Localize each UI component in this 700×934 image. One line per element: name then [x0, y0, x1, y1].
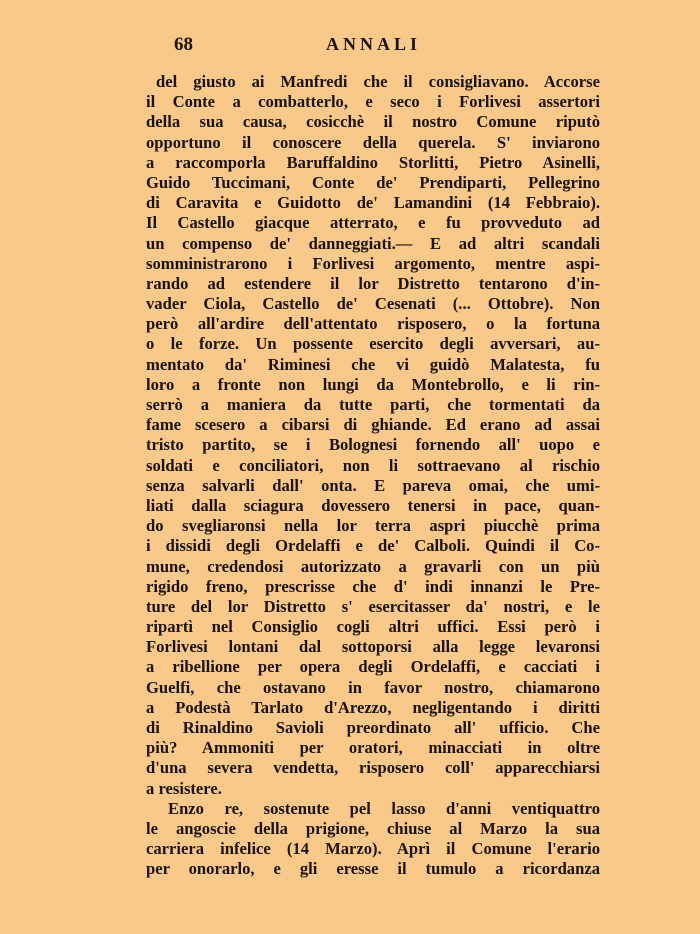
text-line: ripartì nel Consiglio cogli altri uffici. Essi però i — [146, 617, 600, 637]
text-line: a ribellione per opera degli Ordelaffi, e cacciati i — [146, 657, 600, 677]
text-line: liati dalla sciagura dovessero tenersi in pace, quan- — [146, 495, 600, 515]
text-line: ture del lor Distretto s' esercitasser da' nostri, e le — [146, 596, 600, 616]
text-line: mune, credendosi autorizzato a gravarli con un più — [146, 556, 600, 576]
text-line: un compenso de' danneggiati.— E ad altri scandali — [146, 233, 600, 253]
text-line: Forlivesi lontani dal sottoporsi alla legge levaronsi — [146, 637, 600, 657]
text-line: carriera infelice (14 Marzo). Aprì il Comune l'erario — [146, 839, 600, 859]
text-line: senza salvarli dall' onta. E pareva omai, che umi- — [146, 475, 600, 495]
text-line: del giusto ai Manfredi che il consigliavano. Accorse — [156, 72, 600, 91]
text-line: però all'ardire dell'attentato risposero, o la fortuna — [146, 314, 600, 334]
text-line: i dissidi degli Ordelaffi e de' Calboli. Quindi il Co- — [146, 536, 600, 556]
text-line: della sua causa, cosicchè il nostro Comune riputò — [146, 112, 600, 132]
text-line: rigido freno, prescrisse che d' indi innanzi le Pre- — [146, 576, 600, 596]
page-number: 68 — [174, 34, 193, 55]
text-line: a Podestà Tarlato d'Arezzo, negligentando i diritti — [146, 697, 600, 717]
text-line: le angoscie della prigione, chiuse al Marzo la sua — [146, 818, 600, 838]
text-line: fame scesero a cibarsi di ghiande. Ed erano ad assai — [146, 415, 600, 435]
text-line: di Rinaldino Savioli preordinato all' ufficio. Che — [146, 718, 600, 737]
text-line: serrò a maniera da tutte parti, che tormentati da — [146, 395, 600, 414]
text-line: a resistere. — [146, 778, 222, 798]
text-line: per onorarlo, e gli eresse il tumulo a ricordanza — [146, 859, 600, 879]
body-text — [146, 72, 600, 880]
text-line: Guelfi, che ostavano in favor nostro, chiamarono — [146, 677, 600, 697]
text-line: opportuno il conoscere della querela. S' inviarono — [146, 132, 600, 152]
text-line: Enzo re, sostenute pel lasso d'anni ventiquattro — [168, 798, 600, 818]
text-line: loro a fronte non lungi da Montebrollo, e li rin- — [146, 374, 600, 394]
text-line: do svegliaronsi nella lor terra aspri piucchè prima — [146, 516, 600, 536]
text-line: somministrarono i Forlivesi argomento, mentre aspi- — [146, 253, 600, 273]
text-line: Guido Tuccimani, Conte de' Prendiparti, Pellegrino — [146, 172, 600, 192]
text-line: di Caravita e Guidotto de' Lamandini (14 Febbraio). — [146, 193, 600, 213]
text-line: il Conte a combatterlo, e seco i Forlivesi assertori — [146, 92, 600, 112]
text-line: tristo partito, se i Bolognesi fornendo all' uopo e — [146, 435, 600, 455]
text-line: mentato da' Riminesi che vi guidò Malatesta, fu — [146, 354, 600, 374]
text-line: o le forze. Un possente esercito degli avversari, au- — [146, 334, 600, 354]
page-header — [170, 34, 590, 60]
text-line: a raccomporla Baruffaldino Storlitti, Pietro Asinelli, — [146, 152, 600, 172]
text-line: Il Castello giacque atterrato, e fu provveduto ad — [146, 213, 600, 233]
running-head: ANNALI — [326, 34, 422, 54]
text-line: d'una severa vendetta, risposero coll' apparecchiarsi — [146, 758, 600, 778]
text-line: vader Ciola, Castello de' Cesenati (... Ottobre). Non — [146, 294, 600, 314]
text-line: rando ad estendere il lor Distretto tentarono d'in- — [146, 273, 600, 293]
text-line: più? Ammoniti per oratori, minacciati in oltre — [146, 738, 600, 758]
text-line: soldati e conciliatori, non li sottraevano al rischio — [146, 455, 600, 475]
